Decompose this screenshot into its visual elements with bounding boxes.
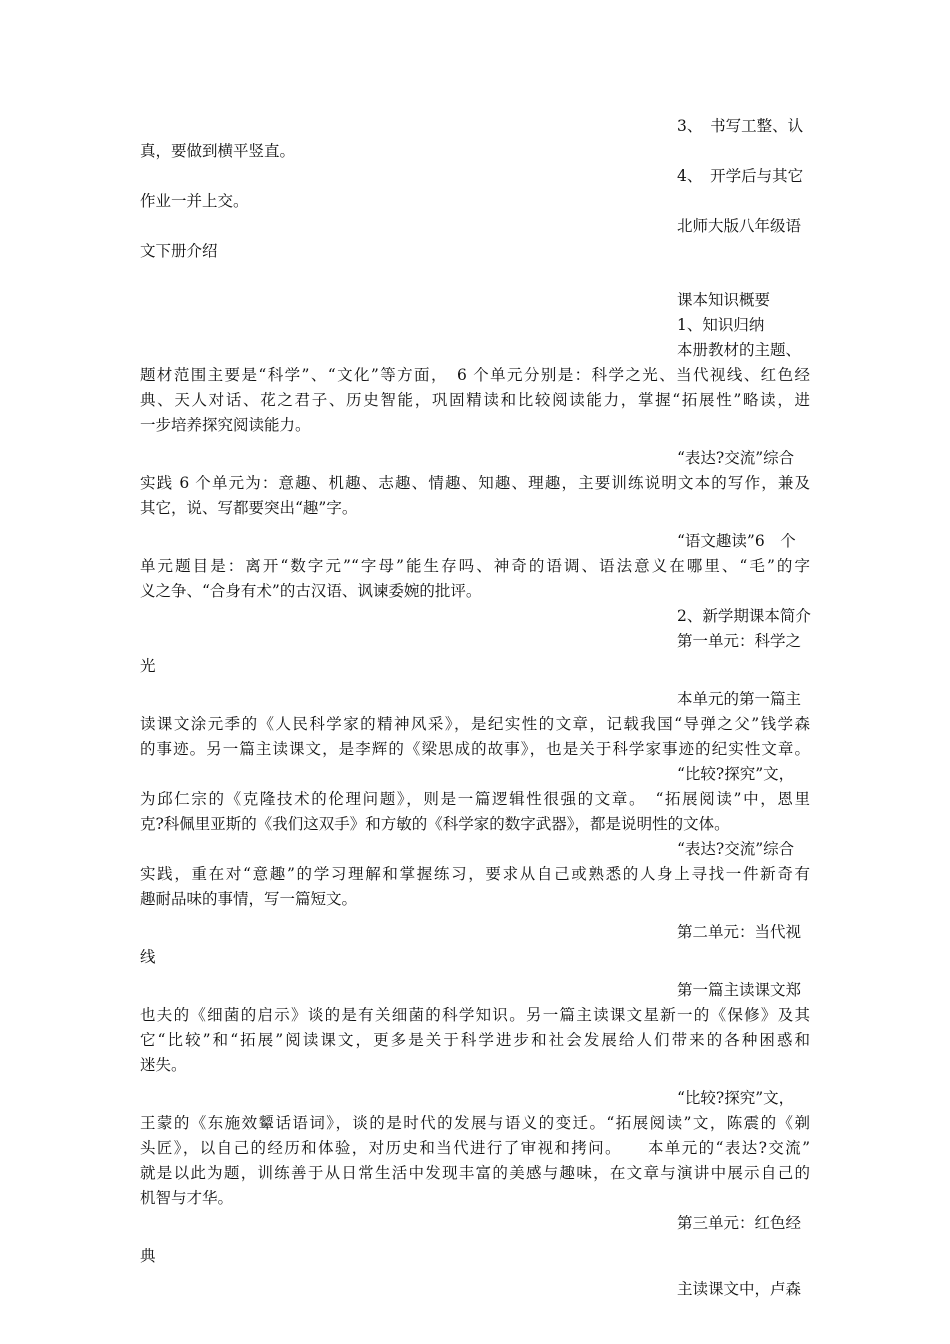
- list-item-4: 4、 开学后与其它: [677, 167, 804, 185]
- text-line: 迷失。: [140, 1056, 187, 1074]
- text-line: 也夫的《细菌的启示》谈的是有关细菌的科学知识。另一篇主读课文星新一的《保修》及其: [140, 1006, 810, 1024]
- text-line: 作业一并上交。: [140, 192, 249, 210]
- text-line: 王蒙的《东施效颦话语词》，谈的是时代的发展与语义的变迁。“拓展阅读”文，陈震的《剃: [140, 1114, 810, 1132]
- heading-knowledge: 1、知识归纳: [677, 316, 765, 334]
- spacer: [140, 264, 810, 288]
- spacer: [140, 970, 810, 978]
- unit-1-title-cont: 光: [140, 657, 156, 675]
- text-line: 读课文涂元季的《人民科学家的精神风采》，是纪实性的文章，记载我国“导弹之父”钱学森: [140, 715, 810, 733]
- spacer: [140, 679, 810, 687]
- text-line: 实践，重在对“意趣”的学习理解和掌握练习，要求从自己或熟悉的人身上寻找一件新奇有: [140, 865, 810, 883]
- unit-1-title: 第一单元：科学之: [677, 632, 802, 650]
- spacer: [140, 1078, 810, 1086]
- paragraph-start: 本单元的第一篇主: [677, 690, 802, 708]
- spacer: [140, 912, 810, 920]
- text-line: 典、天人对话、花之君子、历史智能，巩固精读和比较阅读能力，掌握“拓展性”略读，进: [140, 391, 810, 409]
- text-line: 的事迹。另一篇主读课文，是李辉的《梁思成的故事》，也是关于科学家事迹的纪实性文章。: [140, 740, 810, 758]
- text-line: 题材范围主要是“科学”、“文化”等方面， 6 个单元分别是：科学之光、当代视线、红色经: [140, 366, 810, 384]
- heading-intro: 2、新学期课本简介: [677, 607, 811, 625]
- section-title: 北师大版八年级语: [677, 217, 802, 235]
- unit-3-title-cont: 典: [140, 1247, 156, 1265]
- text-line: 头匠》，以自己的经历和体验，对历史和当代进行了审视和拷问。 本单元的“表达?交流”: [140, 1139, 810, 1157]
- body-text: [140, 114, 810, 1302]
- paragraph-start: “表达?交流”综合: [677, 449, 795, 467]
- paragraph-start: “表达?交流”综合: [677, 840, 795, 858]
- text-line: 趣耐品味的事情，写一篇短文。: [140, 890, 358, 908]
- spacer: [140, 521, 810, 529]
- section-title-cont: 文下册介绍: [140, 242, 218, 260]
- text-line: 它“比较”和“拓展”阅读课文，更多是关于科学进步和社会发展给人们带来的各种困惑和: [140, 1031, 810, 1049]
- spacer: [140, 1269, 810, 1277]
- paragraph-start: 本册教材的主题、: [677, 341, 802, 359]
- unit-2-title: 第二单元：当代视: [677, 923, 802, 941]
- paragraph-start: “语文趣读”6 个: [677, 532, 796, 550]
- text-line: 为邱仁宗的《克隆技术的伦理问题》，则是一篇逻辑性很强的文章。 “拓展阅读”中，恩里: [140, 790, 810, 808]
- spacer: [140, 1236, 810, 1244]
- heading-overview: 课本知识概要: [677, 291, 771, 309]
- text-line: 真，要做到横平竖直。: [140, 142, 296, 160]
- paragraph-start: 主读课文中，卢森: [677, 1280, 802, 1298]
- list-item-3: 3、 书写工整、认: [677, 117, 804, 135]
- spacer: [140, 438, 810, 446]
- text-line: 一步培养探究阅读能力。: [140, 416, 311, 434]
- paragraph-start: “比较?探究”文，: [677, 765, 795, 783]
- text-line: 义之争、“合身有术”的古汉语、讽谏委婉的批评。: [140, 582, 482, 600]
- text-line: 其它，说、写都要突出“趣”字。: [140, 499, 358, 517]
- paragraph-start: 第一篇主读课文郑: [677, 981, 802, 999]
- text-line: 实践 6 个单元为：意趣、机趣、志趣、情趣、知趣、理趣，主要训练说明文本的写作，兼及: [140, 474, 810, 492]
- unit-3-title: 第三单元：红色经: [677, 1214, 802, 1232]
- text-line: 单元题目是：离开“数字元”“字母”能生存吗、神奇的语调、语法意义在哪里、“毛”的字: [140, 557, 810, 575]
- paragraph-start: “比较?探究”文，: [677, 1089, 795, 1107]
- text-line: 机智与才华。: [140, 1189, 234, 1207]
- unit-2-title-cont: 线: [140, 948, 156, 966]
- text-line: 就是以此为题，训练善于从日常生活中发现丰富的美感与趣味，在文章与演讲中展示自己的: [140, 1164, 810, 1182]
- text-line: 克?科佩里亚斯的《我们这双手》和方敏的《科学家的数字武器》，都是说明性的文体。: [140, 815, 730, 833]
